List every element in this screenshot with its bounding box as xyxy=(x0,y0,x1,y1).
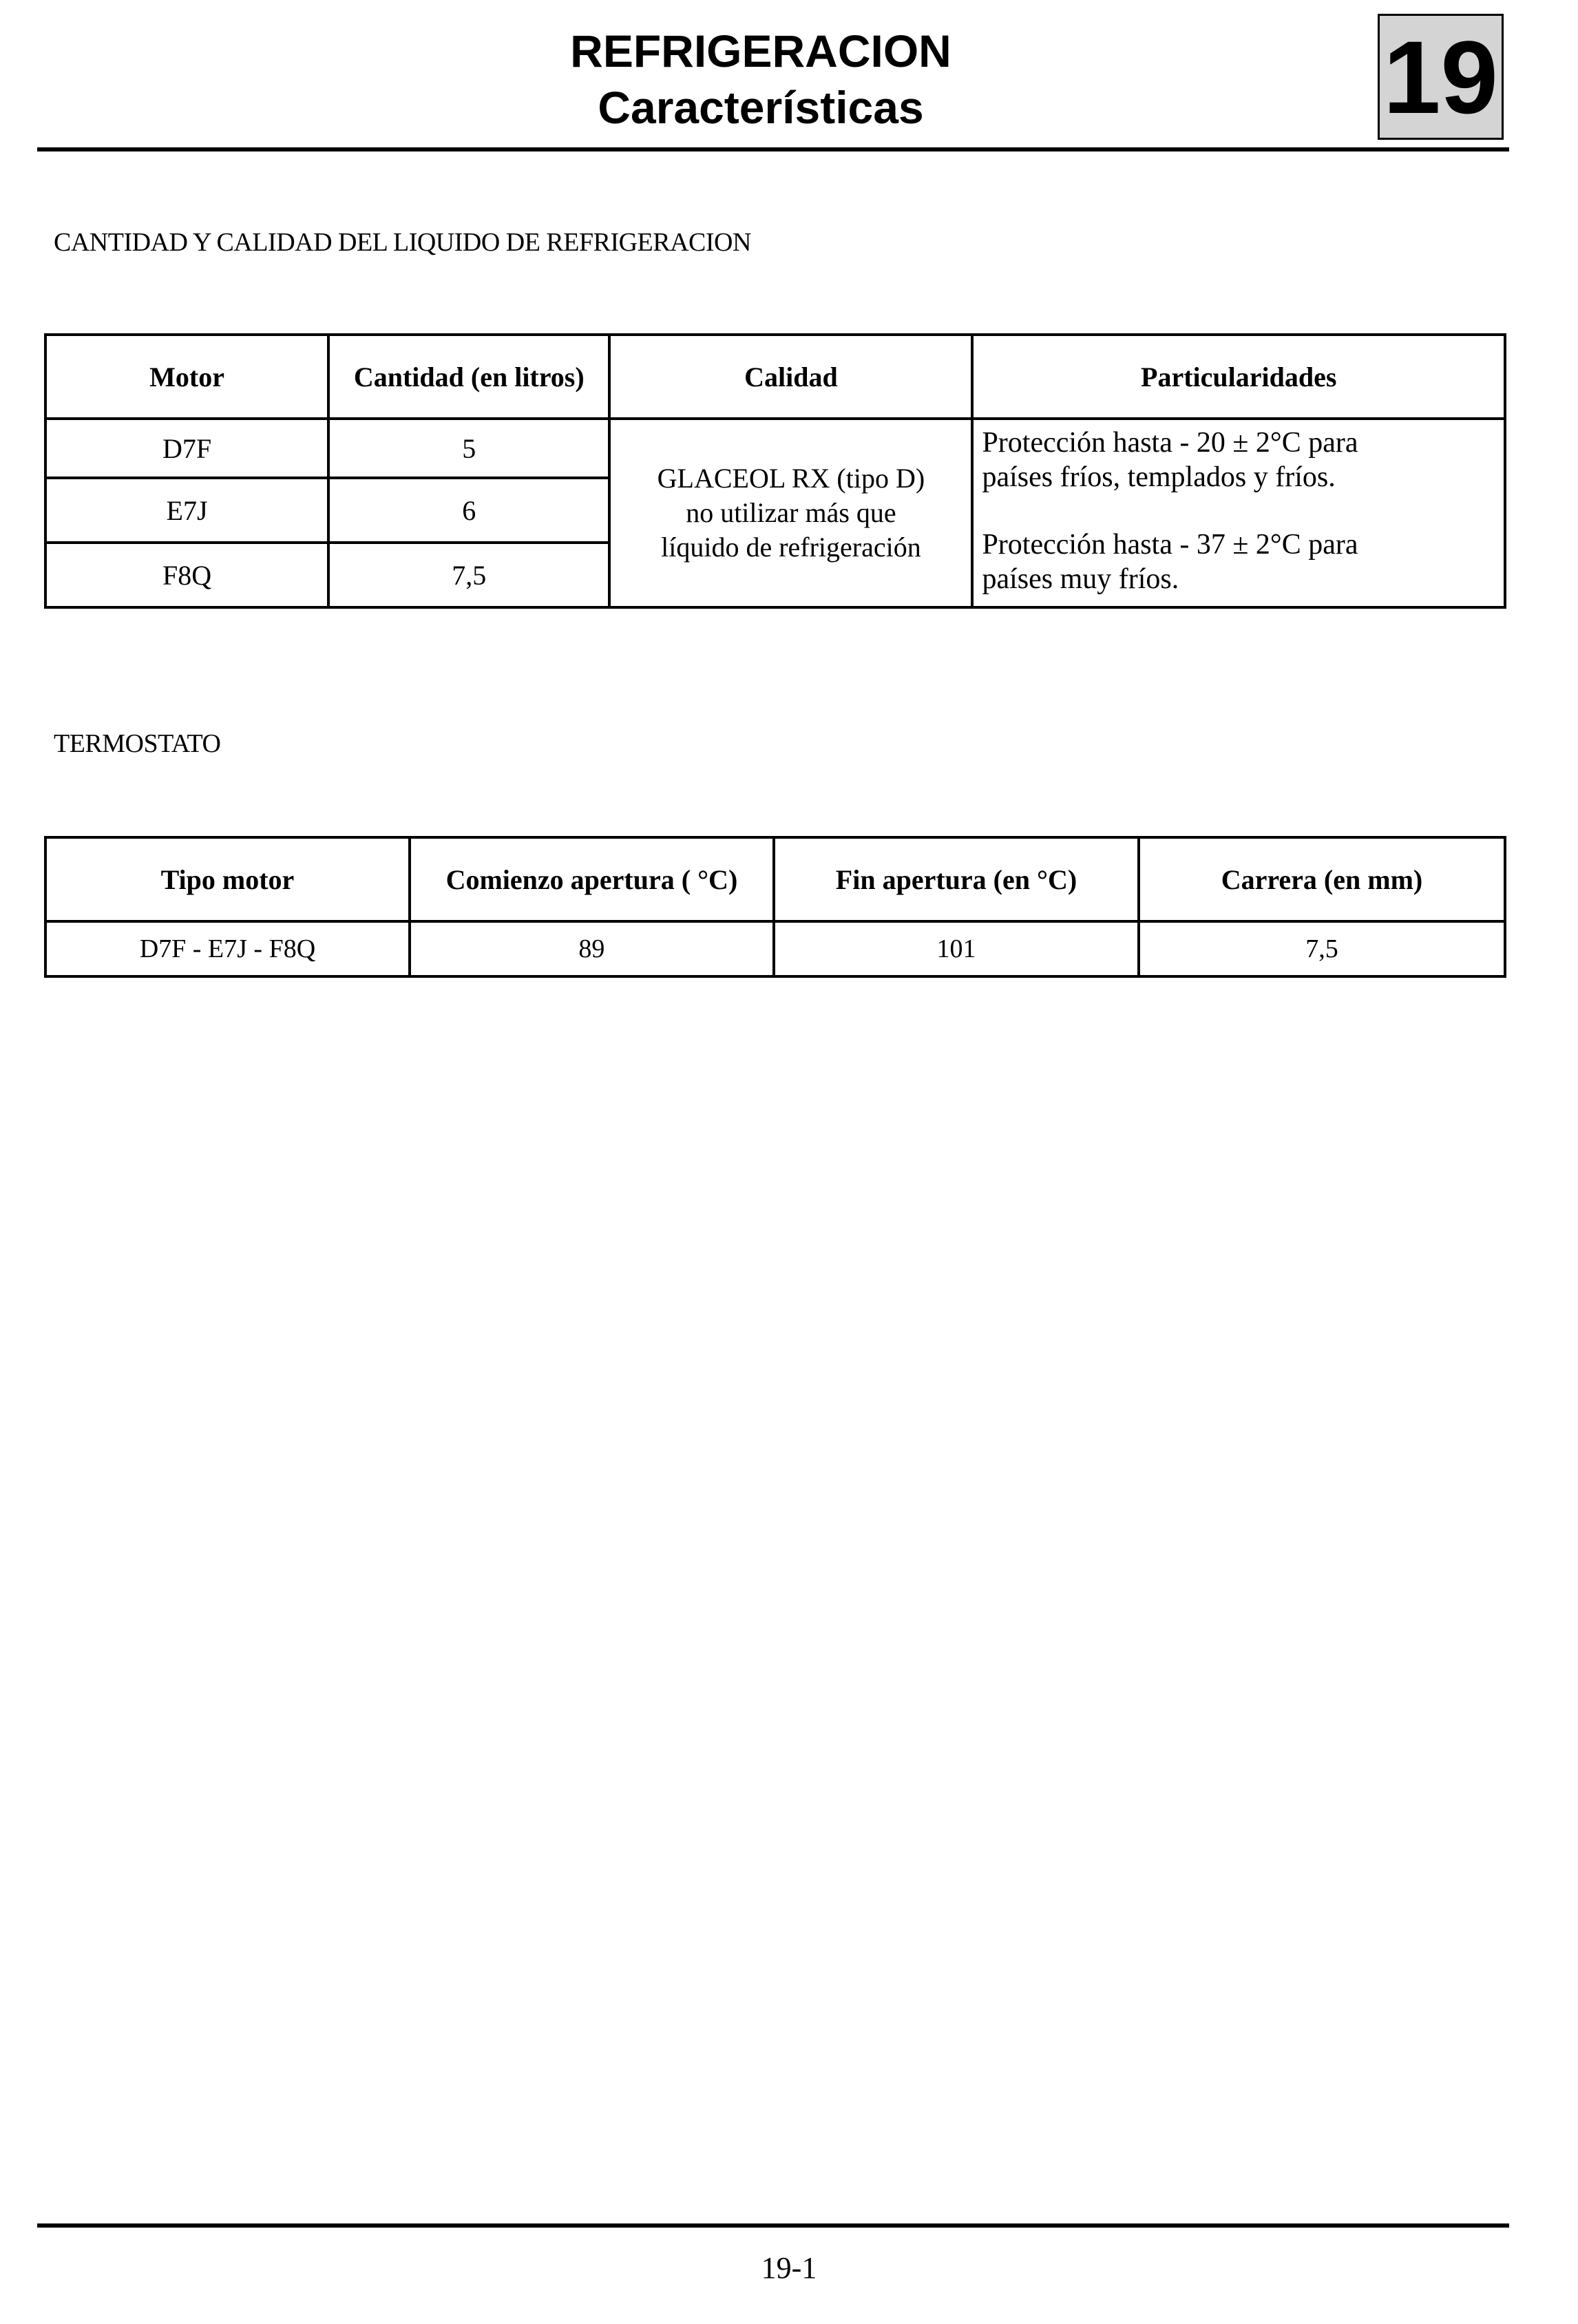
column-header: Cantidad (en litros) xyxy=(328,335,609,419)
quality-line: líquido de refrigeración xyxy=(661,532,921,563)
opening-start-cell: 89 xyxy=(410,921,774,976)
motor-cell: E7J xyxy=(45,478,328,543)
chapter-number-box: 19 xyxy=(1378,14,1504,140)
particularity-line: países muy fríos. xyxy=(982,563,1179,595)
section-heading-thermostat: TERMOSTATO xyxy=(54,729,221,758)
section-heading-coolant: CANTIDAD Y CALIDAD DEL LIQUIDO DE REFRIGERACION xyxy=(54,228,751,257)
header-rule xyxy=(37,147,1509,151)
page-title: REFRIGERACION xyxy=(570,25,951,76)
particularity-line: Protección hasta - 20 ± 2°C para xyxy=(982,427,1358,459)
coolant-table xyxy=(44,333,1506,609)
quality-cell xyxy=(609,419,972,607)
thermostat-table xyxy=(44,836,1506,978)
column-header: Motor xyxy=(45,335,328,419)
particularity-paragraph xyxy=(982,527,1495,596)
column-header: Fin apertura (en °C) xyxy=(774,837,1139,921)
quantity-cell: 6 xyxy=(328,478,609,543)
column-header: Comienzo apertura ( °C) xyxy=(410,837,774,921)
table-row xyxy=(45,921,1505,976)
motor-cell: D7F xyxy=(45,419,328,478)
table-header-row xyxy=(45,335,1505,419)
table-header-row xyxy=(45,837,1505,921)
page-number: 19-1 xyxy=(761,2251,817,2285)
stroke-cell: 7,5 xyxy=(1139,921,1505,976)
quality-line: GLACEOL RX (tipo D) xyxy=(657,463,925,494)
particularity-paragraph xyxy=(982,426,1495,494)
particularities-cell xyxy=(972,419,1505,607)
column-header: Tipo motor xyxy=(45,837,410,921)
quality-line: no utilizar más que xyxy=(686,497,896,528)
column-header: Carrera (en mm) xyxy=(1139,837,1505,921)
column-header: Calidad xyxy=(609,335,972,419)
particularity-line: Protección hasta - 37 ± 2°C para xyxy=(982,529,1358,561)
opening-end-cell: 101 xyxy=(774,921,1139,976)
motor-cell: F8Q xyxy=(45,543,328,607)
page-subtitle: Características xyxy=(598,82,924,133)
particularity-line: países fríos, templados y fríos. xyxy=(982,461,1336,493)
quantity-cell: 5 xyxy=(328,419,609,478)
quantity-cell: 7,5 xyxy=(328,543,609,607)
column-header: Particularidades xyxy=(972,335,1505,419)
table-row xyxy=(45,419,1505,478)
footer-rule xyxy=(37,2223,1509,2228)
engine-type-cell: D7F - E7J - F8Q xyxy=(45,921,410,976)
